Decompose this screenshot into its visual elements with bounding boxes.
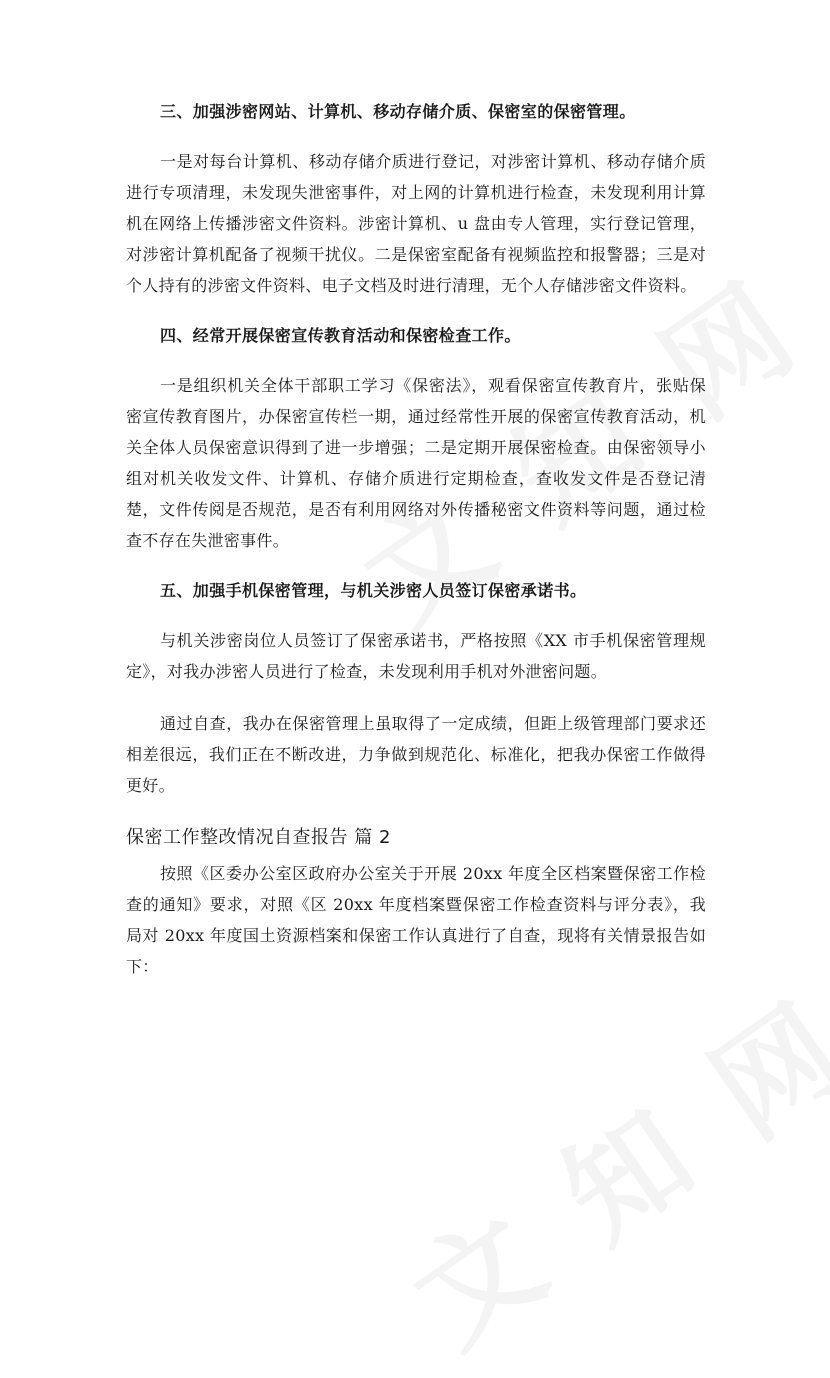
watermark [375,954,830,1378]
paragraph: 与机关涉密岗位人员签订了保密承诺书，严格按照《XX 市手机保密管理规定》，对我办涉密人员进行了检查，未发现利用手机对外泄密问题。 [126,631,706,681]
report-title: 保密工作整改情况自查报告 篇 2 [126,827,391,848]
section-heading-3: 三、加强涉密网站、计算机、移动存储介质、保密室的保密管理。 [160,102,636,121]
paragraph: 按照《区委办公室区政府办公室关于开展 20xx 年度全区档案暨保密工作检查的通知》要求，对照《区 20xx 年度档案暨保密工作检查资料与评分表》，我局对 20xx 年度国土资源档案和保密工作认真进行了自查，现将有关情景报告如下： [126,864,706,976]
section-heading-4: 四、经常开展保密宣传教育活动和保密检查工作。 [160,326,521,345]
document-body [126,98,706,1003]
paragraph: 一是组织机关全体干部职工学习《保密法》，观看保密宣传教育片，张贴保密宣传教育图片，办保密宣传栏一期，通过经常性开展的保密宣传教育活动，机关全体人员保密意识得到了进一步增强；二是定期开展保密检查。由保密领导小组对机关收发文件、计算机、存储介质进行定期检查，查收发文件是否登记清楚，文件传阅是否规范，是否有利用网络对外传播秘密文件资料等问题，通过检查不存在失泄密事件。 [126,376,706,550]
section-heading-5: 五、加强手机保密管理，与机关涉密人员签订保密承诺书。 [160,581,587,600]
paragraph: 通过自查，我办在保密管理上虽取得了一定成绩，但距上级管理部门要求还相差很远，我们正在不断改进，力争做到规范化、标准化，把我办保密工作做得更好。 [126,714,706,795]
paragraph: 一是对每台计算机、移动存储介质进行登记，对涉密计算机、移动存储介质进行专项清理，未发现失泄密事件，对上网的计算机进行检查，未发现利用计算机在网络上传播涉密文件资料。涉密计算机、u 盘由专人管理，实行登记管理，对涉密计算机配备了视频干扰仪。二是保密室配备有视频监控和报警器；三是对个人持有的涉密文件资料、电子文档及时进行清理，无个人存储涉密文件资料。 [126,152,706,295]
